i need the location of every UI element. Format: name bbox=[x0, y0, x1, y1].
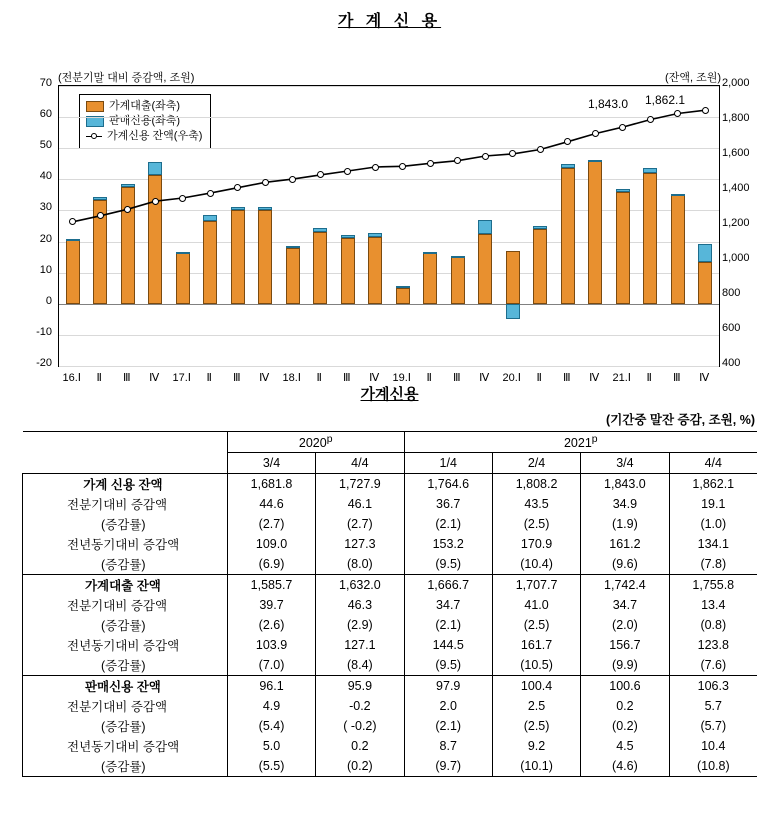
table-body bbox=[23, 474, 758, 777]
header-quarter-3: 2/4 bbox=[492, 453, 580, 474]
y-axis-tick-left: 10 bbox=[39, 263, 52, 276]
line-marker bbox=[592, 130, 599, 137]
table-row bbox=[23, 655, 758, 676]
y-axis-tick-left: 0 bbox=[45, 294, 52, 307]
legend-label-balance: 가계신용 잔액(우축) bbox=[107, 130, 203, 142]
y-axis-tick-left: 40 bbox=[39, 170, 52, 183]
table-cell: (10.1) bbox=[492, 756, 580, 777]
table-cell: 5.7 bbox=[669, 696, 757, 716]
table-cell: 1,585.7 bbox=[227, 575, 315, 596]
left-axis-note: (전분기말 대비 증감액, 조원) bbox=[58, 72, 195, 84]
line-marker bbox=[702, 107, 709, 114]
x-axis-tick: Ⅳ bbox=[259, 372, 270, 384]
table-cell: (7.8) bbox=[669, 554, 757, 575]
table-cell: 2.0 bbox=[404, 696, 492, 716]
line-marker bbox=[647, 116, 654, 123]
table-cell: (6.9) bbox=[227, 554, 315, 575]
table-row-label: 전분기대비 증감액 bbox=[23, 595, 228, 615]
y-axis-tick-right: 1,600 bbox=[722, 147, 750, 159]
y-axis-tick-left: 50 bbox=[39, 139, 52, 152]
table-cell: (2.7) bbox=[316, 514, 404, 534]
x-axis-tick: Ⅳ bbox=[149, 372, 160, 384]
header-blank-2 bbox=[23, 453, 228, 474]
table-cell: 1,755.8 bbox=[669, 575, 757, 596]
header-quarter-5: 4/4 bbox=[669, 453, 757, 474]
x-axis-tick: Ⅲ bbox=[342, 372, 351, 384]
table-row-label: (증감률) bbox=[23, 554, 228, 575]
table-row bbox=[23, 554, 758, 575]
y-axis-tick-right: 2,000 bbox=[722, 77, 750, 89]
table-cell: (9.7) bbox=[404, 756, 492, 777]
header-quarter-1: 4/4 bbox=[316, 453, 404, 474]
table-cell: 1,727.9 bbox=[316, 474, 404, 495]
table-row bbox=[23, 676, 758, 697]
x-axis-tick: 18.Ⅰ bbox=[282, 372, 302, 384]
header-blank bbox=[23, 432, 228, 453]
x-axis-tick: Ⅱ bbox=[646, 372, 652, 384]
table-cell: 170.9 bbox=[492, 534, 580, 554]
line-marker bbox=[207, 190, 214, 197]
table-cell: (2.1) bbox=[404, 716, 492, 736]
line-marker bbox=[619, 124, 626, 131]
table-cell: (2.5) bbox=[492, 514, 580, 534]
x-axis-tick: Ⅲ bbox=[562, 372, 571, 384]
x-axis-tick: 16.Ⅰ bbox=[62, 372, 82, 384]
y-axis-tick-right: 400 bbox=[722, 357, 741, 369]
line-marker bbox=[262, 179, 269, 186]
chart-annotation: 1,843.0 bbox=[588, 97, 629, 111]
table-cell: 34.7 bbox=[581, 595, 669, 615]
table-cell: 109.0 bbox=[227, 534, 315, 554]
table-cell: 97.9 bbox=[404, 676, 492, 697]
table-cell: 161.7 bbox=[492, 635, 580, 655]
table-row-label: 전년동기대비 증감액 bbox=[23, 736, 228, 756]
x-axis-tick: Ⅲ bbox=[122, 372, 131, 384]
table-row-label: 판매신용 잔액 bbox=[23, 676, 228, 697]
table-row-label: (증감률) bbox=[23, 716, 228, 736]
line-marker bbox=[179, 195, 186, 202]
table-cell: 127.3 bbox=[316, 534, 404, 554]
table-row bbox=[23, 635, 758, 655]
table-cell: (2.6) bbox=[227, 615, 315, 635]
table-title: 가계신용 bbox=[360, 386, 419, 403]
chart-annotation: 1,862.1 bbox=[645, 93, 686, 107]
x-axis-tick: Ⅱ bbox=[96, 372, 102, 384]
x-axis-tick: Ⅳ bbox=[369, 372, 380, 384]
table-cell: 1,808.2 bbox=[492, 474, 580, 495]
y-axis-tick-left: 20 bbox=[39, 232, 52, 245]
table-cell: 1,764.6 bbox=[404, 474, 492, 495]
table-cell: (1.9) bbox=[581, 514, 669, 534]
table-cell: 1,666.7 bbox=[404, 575, 492, 596]
legend-label-loan: 가계대출(좌축) bbox=[109, 100, 181, 112]
table-cell: (2.9) bbox=[316, 615, 404, 635]
header-year-2021-sup: p bbox=[591, 433, 598, 445]
table-cell: 1,707.7 bbox=[492, 575, 580, 596]
table-cell: 10.4 bbox=[669, 736, 757, 756]
household-credit-table bbox=[22, 431, 757, 777]
table-cell: 134.1 bbox=[669, 534, 757, 554]
table-cell: 161.2 bbox=[581, 534, 669, 554]
right-axis-note: (잔액, 조원) bbox=[665, 72, 721, 84]
table-cell: 8.7 bbox=[404, 736, 492, 756]
table-cell: (2.5) bbox=[492, 716, 580, 736]
table-cell: (4.6) bbox=[581, 756, 669, 777]
table-note: (기간중 말잔 증감, 조원, %) bbox=[606, 413, 755, 427]
line-marker bbox=[482, 153, 489, 160]
table-row-label: 가계대출 잔액 bbox=[23, 575, 228, 596]
table-row bbox=[23, 494, 758, 514]
table-cell: (8.0) bbox=[316, 554, 404, 575]
table-cell: 1,742.4 bbox=[581, 575, 669, 596]
table-cell: 1,632.0 bbox=[316, 575, 404, 596]
table-cell: (2.7) bbox=[227, 514, 315, 534]
x-axis-tick: 21.Ⅰ bbox=[612, 372, 632, 384]
x-axis-tick: 20.Ⅰ bbox=[502, 372, 522, 384]
table-cell: (10.5) bbox=[492, 655, 580, 676]
x-axis-tick: Ⅳ bbox=[479, 372, 490, 384]
line-marker bbox=[152, 198, 159, 205]
table-row-label: 전년동기대비 증감액 bbox=[23, 534, 228, 554]
table-cell: (5.7) bbox=[669, 716, 757, 736]
table-header-row-quarter bbox=[23, 453, 758, 474]
header-quarter-0: 3/4 bbox=[227, 453, 315, 474]
table-cell: 1,843.0 bbox=[581, 474, 669, 495]
table-cell: (0.2) bbox=[581, 716, 669, 736]
table-cell: 153.2 bbox=[404, 534, 492, 554]
table-row bbox=[23, 474, 758, 495]
table-cell: 106.3 bbox=[669, 676, 757, 697]
table-cell: (10.8) bbox=[669, 756, 757, 777]
table-cell: 13.4 bbox=[669, 595, 757, 615]
table-cell: (2.1) bbox=[404, 514, 492, 534]
y-axis-tick-right: 600 bbox=[722, 322, 741, 334]
x-axis-tick: 19.Ⅰ bbox=[392, 372, 412, 384]
table-cell: 2.5 bbox=[492, 696, 580, 716]
x-axis-tick: Ⅱ bbox=[316, 372, 322, 384]
table-cell: (9.5) bbox=[404, 655, 492, 676]
x-axis-tick: 17.Ⅰ bbox=[172, 372, 192, 384]
chart-plot bbox=[58, 85, 720, 367]
table-cell: 34.9 bbox=[581, 494, 669, 514]
table-row-label: 전분기대비 증감액 bbox=[23, 696, 228, 716]
line-marker bbox=[372, 164, 379, 171]
table-cell: (9.5) bbox=[404, 554, 492, 575]
table-row bbox=[23, 534, 758, 554]
header-year-2021-label: 2021 bbox=[563, 436, 592, 451]
line-marker bbox=[289, 176, 296, 183]
y-axis-tick-right: 1,800 bbox=[722, 112, 750, 124]
table-row-label: 가계 신용 잔액 bbox=[23, 474, 228, 495]
y-axis-tick-left: 70 bbox=[39, 77, 52, 89]
table-cell: 43.5 bbox=[492, 494, 580, 514]
table-cell: 96.1 bbox=[227, 676, 315, 697]
table-cell: 100.4 bbox=[492, 676, 580, 697]
header-year-2021 bbox=[404, 432, 757, 453]
table-row bbox=[23, 716, 758, 736]
table-cell: 144.5 bbox=[404, 635, 492, 655]
table-row bbox=[23, 615, 758, 635]
table-cell: 39.7 bbox=[227, 595, 315, 615]
table-cell: (5.5) bbox=[227, 756, 315, 777]
table-cell: 1,862.1 bbox=[669, 474, 757, 495]
y-axis-tick-left: 60 bbox=[39, 108, 52, 121]
table-cell: (8.4) bbox=[316, 655, 404, 676]
x-axis-tick: Ⅳ bbox=[589, 372, 600, 384]
table-cell: (7.6) bbox=[669, 655, 757, 676]
table-cell: 123.8 bbox=[669, 635, 757, 655]
line-marker bbox=[344, 168, 351, 175]
x-axis-tick: Ⅱ bbox=[426, 372, 432, 384]
chart-title: 가 계 신 용 bbox=[337, 13, 442, 30]
table-cell: 34.7 bbox=[404, 595, 492, 615]
table-cell: (0.2) bbox=[316, 756, 404, 777]
table-cell: 0.2 bbox=[581, 696, 669, 716]
table-row bbox=[23, 696, 758, 716]
table-row-label: (증감률) bbox=[23, 756, 228, 777]
table-row bbox=[23, 514, 758, 534]
y-axis-tick-left: -20 bbox=[36, 357, 52, 369]
header-quarter-4: 3/4 bbox=[581, 453, 669, 474]
table-row bbox=[23, 575, 758, 596]
table-cell: 41.0 bbox=[492, 595, 580, 615]
table-cell: 4.9 bbox=[227, 696, 315, 716]
table-cell: (10.4) bbox=[492, 554, 580, 575]
header-year-2020-sup: p bbox=[326, 433, 333, 445]
table-cell: 100.6 bbox=[581, 676, 669, 697]
x-axis-tick: Ⅱ bbox=[206, 372, 212, 384]
header-quarter-2: 1/4 bbox=[404, 453, 492, 474]
table-cell: 46.3 bbox=[316, 595, 404, 615]
table-cell: (0.8) bbox=[669, 615, 757, 635]
header-year-2020-label: 2020 bbox=[298, 436, 327, 451]
table-cell: (2.0) bbox=[581, 615, 669, 635]
y-axis-tick-right: 1,000 bbox=[722, 252, 750, 264]
y-axis-tick-left: -10 bbox=[36, 325, 52, 338]
table-row-label: (증감률) bbox=[23, 655, 228, 676]
x-axis-tick: Ⅱ bbox=[536, 372, 542, 384]
table-cell: (5.4) bbox=[227, 716, 315, 736]
table-cell: -0.2 bbox=[316, 696, 404, 716]
table-header-row-year bbox=[23, 432, 758, 453]
table-cell: 0.2 bbox=[316, 736, 404, 756]
x-axis-tick: Ⅲ bbox=[232, 372, 241, 384]
line-marker bbox=[537, 146, 544, 153]
table-cell: ( -0.2) bbox=[316, 716, 404, 736]
table-cell: 19.1 bbox=[669, 494, 757, 514]
table-header bbox=[23, 432, 758, 474]
table-row-label: 전년동기대비 증감액 bbox=[23, 635, 228, 655]
header-year-2020 bbox=[227, 432, 404, 453]
gridline bbox=[59, 366, 719, 367]
table-cell: 95.9 bbox=[316, 676, 404, 697]
table-cell: 44.6 bbox=[227, 494, 315, 514]
legend-label-sales: 판매신용(좌축) bbox=[109, 115, 181, 127]
x-axis-tick: Ⅲ bbox=[672, 372, 681, 384]
chart-area bbox=[0, 39, 779, 384]
y-axis-tick-right: 800 bbox=[722, 287, 741, 299]
table-cell: (9.6) bbox=[581, 554, 669, 575]
table-cell: 4.5 bbox=[581, 736, 669, 756]
table-cell: 156.7 bbox=[581, 635, 669, 655]
table-cell: 36.7 bbox=[404, 494, 492, 514]
line-marker bbox=[124, 206, 131, 213]
table-cell: 103.9 bbox=[227, 635, 315, 655]
y-axis-tick-right: 1,400 bbox=[722, 182, 750, 194]
table-cell: 9.2 bbox=[492, 736, 580, 756]
table-row bbox=[23, 736, 758, 756]
y-axis-tick-right: 1,200 bbox=[722, 217, 750, 229]
table-row-label: (증감률) bbox=[23, 514, 228, 534]
table-row bbox=[23, 595, 758, 615]
line-marker bbox=[427, 160, 434, 167]
table-cell: 5.0 bbox=[227, 736, 315, 756]
y-axis-tick-left: 30 bbox=[39, 201, 52, 214]
table-cell: (7.0) bbox=[227, 655, 315, 676]
table-cell: (2.1) bbox=[404, 615, 492, 635]
table-row-label: 전분기대비 증감액 bbox=[23, 494, 228, 514]
table-cell: 46.1 bbox=[316, 494, 404, 514]
table-row bbox=[23, 756, 758, 777]
table-cell: (9.9) bbox=[581, 655, 669, 676]
table-cell: 1,681.8 bbox=[227, 474, 315, 495]
x-axis-tick: Ⅲ bbox=[452, 372, 461, 384]
x-axis-tick: Ⅳ bbox=[699, 372, 710, 384]
table-cell: 127.1 bbox=[316, 635, 404, 655]
table-cell: (1.0) bbox=[669, 514, 757, 534]
table-row-label: (증감률) bbox=[23, 615, 228, 635]
table-cell: (2.5) bbox=[492, 615, 580, 635]
